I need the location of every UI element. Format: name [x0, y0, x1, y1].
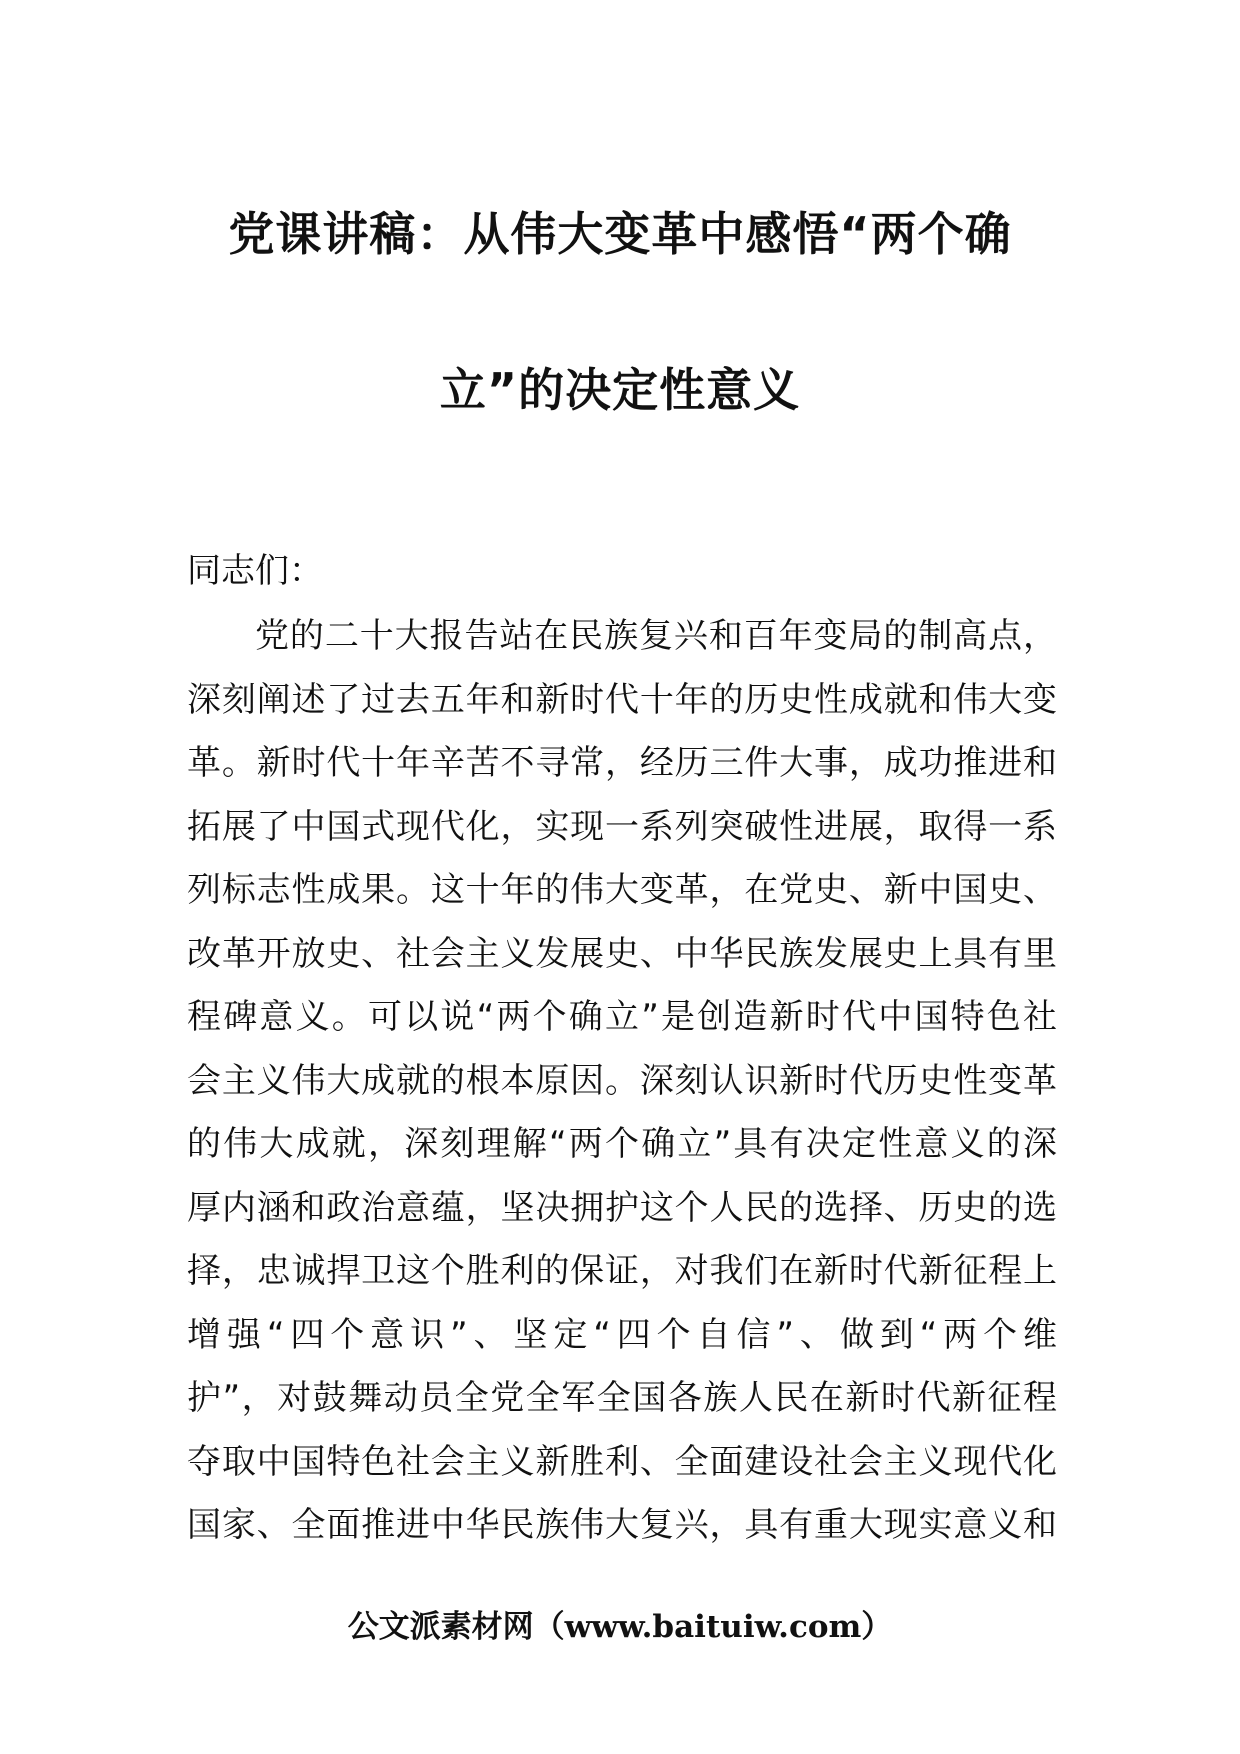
body-paragraph — [187, 605, 1057, 1558]
paragraph-line: 厚内涵和政治意蕴，坚决拥护这个人民的选择、历史的选 — [187, 1187, 1057, 1228]
paragraph-line: 的伟大成就，深刻理解“两个确立”具有决定性意义的深 — [187, 1124, 1057, 1164]
paragraph-line: 拓展了中国式现代化，实现一系列突破性进展，取得一系 — [187, 806, 1057, 847]
document-title-line-1: 党课讲稿：从伟大变革中感悟“两个确 — [228, 207, 1012, 261]
paragraph-line: 党的二十大报告站在民族复兴和百年变局的制高点， — [255, 616, 1057, 656]
paragraph-line: 改革开放史、社会主义发展史、中华民族发展史上具有里 — [187, 933, 1057, 974]
paragraph-line: 增强“四个意识”、坚定“四个自信”、做到“两个维 — [187, 1314, 1057, 1355]
paragraph-line: 国家、全面推进中华民族伟大复兴，具有重大现实意义和 — [187, 1505, 1057, 1545]
paragraph-line: 程碑意义。可以说“两个确立”是创造新时代中国特色社 — [187, 997, 1057, 1037]
document-title-line-2: 立”的决定性意义 — [439, 363, 801, 417]
greeting: 同志们： — [187, 551, 323, 591]
paragraph-line: 夺取中国特色社会主义新胜利、全面建设社会主义现代化 — [187, 1441, 1057, 1482]
paragraph-line: 深刻阐述了过去五年和新时代十年的历史性成就和伟大变 — [187, 679, 1057, 720]
page-footer: 公文派素材网（www.baituiw.com） — [347, 1609, 893, 1645]
paragraph-line: 革。新时代十年辛苦不寻常，经历三件大事，成功推进和 — [187, 743, 1057, 783]
paragraph-line: 择，忠诚捍卫这个胜利的保证，对我们在新时代新征程上 — [187, 1251, 1057, 1291]
paragraph-line: 会主义伟大成就的根本原因。深刻认识新时代历史性变革 — [187, 1060, 1057, 1101]
paragraph-line: 列标志性成果。这十年的伟大变革，在党史、新中国史、 — [187, 870, 1057, 910]
paragraph-line: 护”，对鼓舞动员全党全军全国各族人民在新时代新征程 — [187, 1378, 1057, 1418]
